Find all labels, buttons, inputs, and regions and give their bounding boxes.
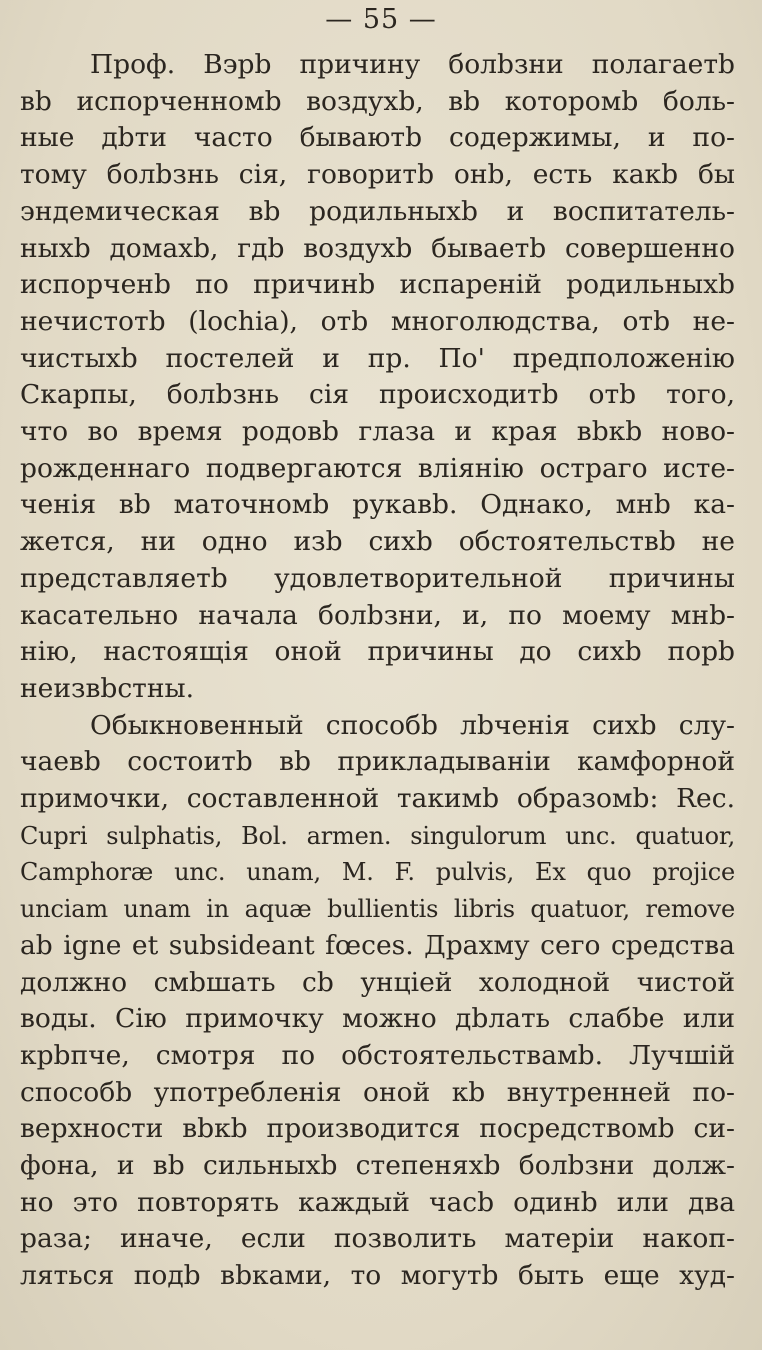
text-line: ченія вb маточномb рукавb. Однако, мнb ка- bbox=[20, 489, 735, 521]
text-line: нечистотb (lochia), отb многолюдства, отb не- bbox=[20, 305, 735, 337]
text-line: жется, ни одно изb сихb обстоятельствb не bbox=[20, 526, 735, 558]
text-line: фона, и вb сильныхb степеняхb болbзни долж- bbox=[20, 1150, 735, 1181]
page-number: — 55 — bbox=[325, 4, 437, 35]
text-line: вb испорченномb воздухb, вb которомb боль- bbox=[20, 85, 735, 117]
text-line: должно смbшать сb унціей холодной чистой bbox=[20, 966, 735, 998]
text-line: примочки, составленной такимb образомb: Rec. bbox=[20, 783, 735, 814]
text-line: но это повторять каждый часb одинb или два bbox=[20, 1186, 735, 1218]
text-line: unciam unam in aquæ bullientis libris quatuor, remove bbox=[20, 895, 735, 924]
text-line: Cupri sulphatis, Bol. armen. singulorum unc. quatuor, bbox=[20, 821, 735, 850]
text-line: ные дbти часто бываютb содержимы, и по- bbox=[20, 122, 735, 154]
text-line: Проф. Вэрb причину болbзни полагаетb bbox=[90, 49, 735, 80]
text-line: чаевb состоитb вb прикладываніи камфорной bbox=[20, 746, 735, 778]
text-line: ляться подb вbками, то могутb быть еще худ- bbox=[20, 1260, 735, 1292]
text-line: касательно начала болbзни, и, по моему мнb- bbox=[20, 599, 735, 631]
text-line: ab igne et subsideant fœces. Драхму сего средства bbox=[20, 929, 735, 961]
text-line: испорченb по причинb испареній родильныхb bbox=[20, 269, 735, 301]
text-line: крbпче, смотря по обстоятельствамb. Лучшій bbox=[20, 1039, 735, 1071]
text-line: ныхb домахb, гдb воздухb бываетb совершенно bbox=[20, 232, 735, 264]
text-line: Camphoræ unc. unam, M. F. pulvis, Ex quo projice bbox=[20, 858, 735, 887]
text-line: тому болbзнь сія, говоритb онb, есть какb бы bbox=[20, 159, 735, 191]
text-line: способb употребленія оной кb внутренней по- bbox=[20, 1076, 735, 1108]
text-line: Обыкновенный способb лbченія сихb слу- bbox=[90, 709, 735, 741]
text-line: рожденнаго подвергаются вліянію остраго исте- bbox=[20, 452, 735, 484]
text-line: чистыхb постелей и пр. По' предположенію bbox=[20, 342, 735, 374]
text-line: представляетb удовлетворительной причины bbox=[20, 562, 735, 594]
text-line: нію, настоящія оной причины до сихb порb bbox=[20, 636, 735, 668]
text-line: верхности вbкb производится посредствомb си- bbox=[20, 1113, 735, 1145]
text-line: воды. Сію примочку можно дbлать слабbе или bbox=[20, 1003, 735, 1035]
text-line: эндемическая вb родильныхb и воспитатель- bbox=[20, 195, 735, 227]
text-line: неизвbстны. bbox=[20, 672, 195, 704]
text-line: раза; иначе, если позволить матеріи накоп- bbox=[20, 1223, 735, 1255]
text-line: Скарпы, болbзнь сія происходитb отb того, bbox=[20, 379, 735, 411]
text-line: что во время родовb глаза и края вbкb ново- bbox=[20, 416, 735, 447]
